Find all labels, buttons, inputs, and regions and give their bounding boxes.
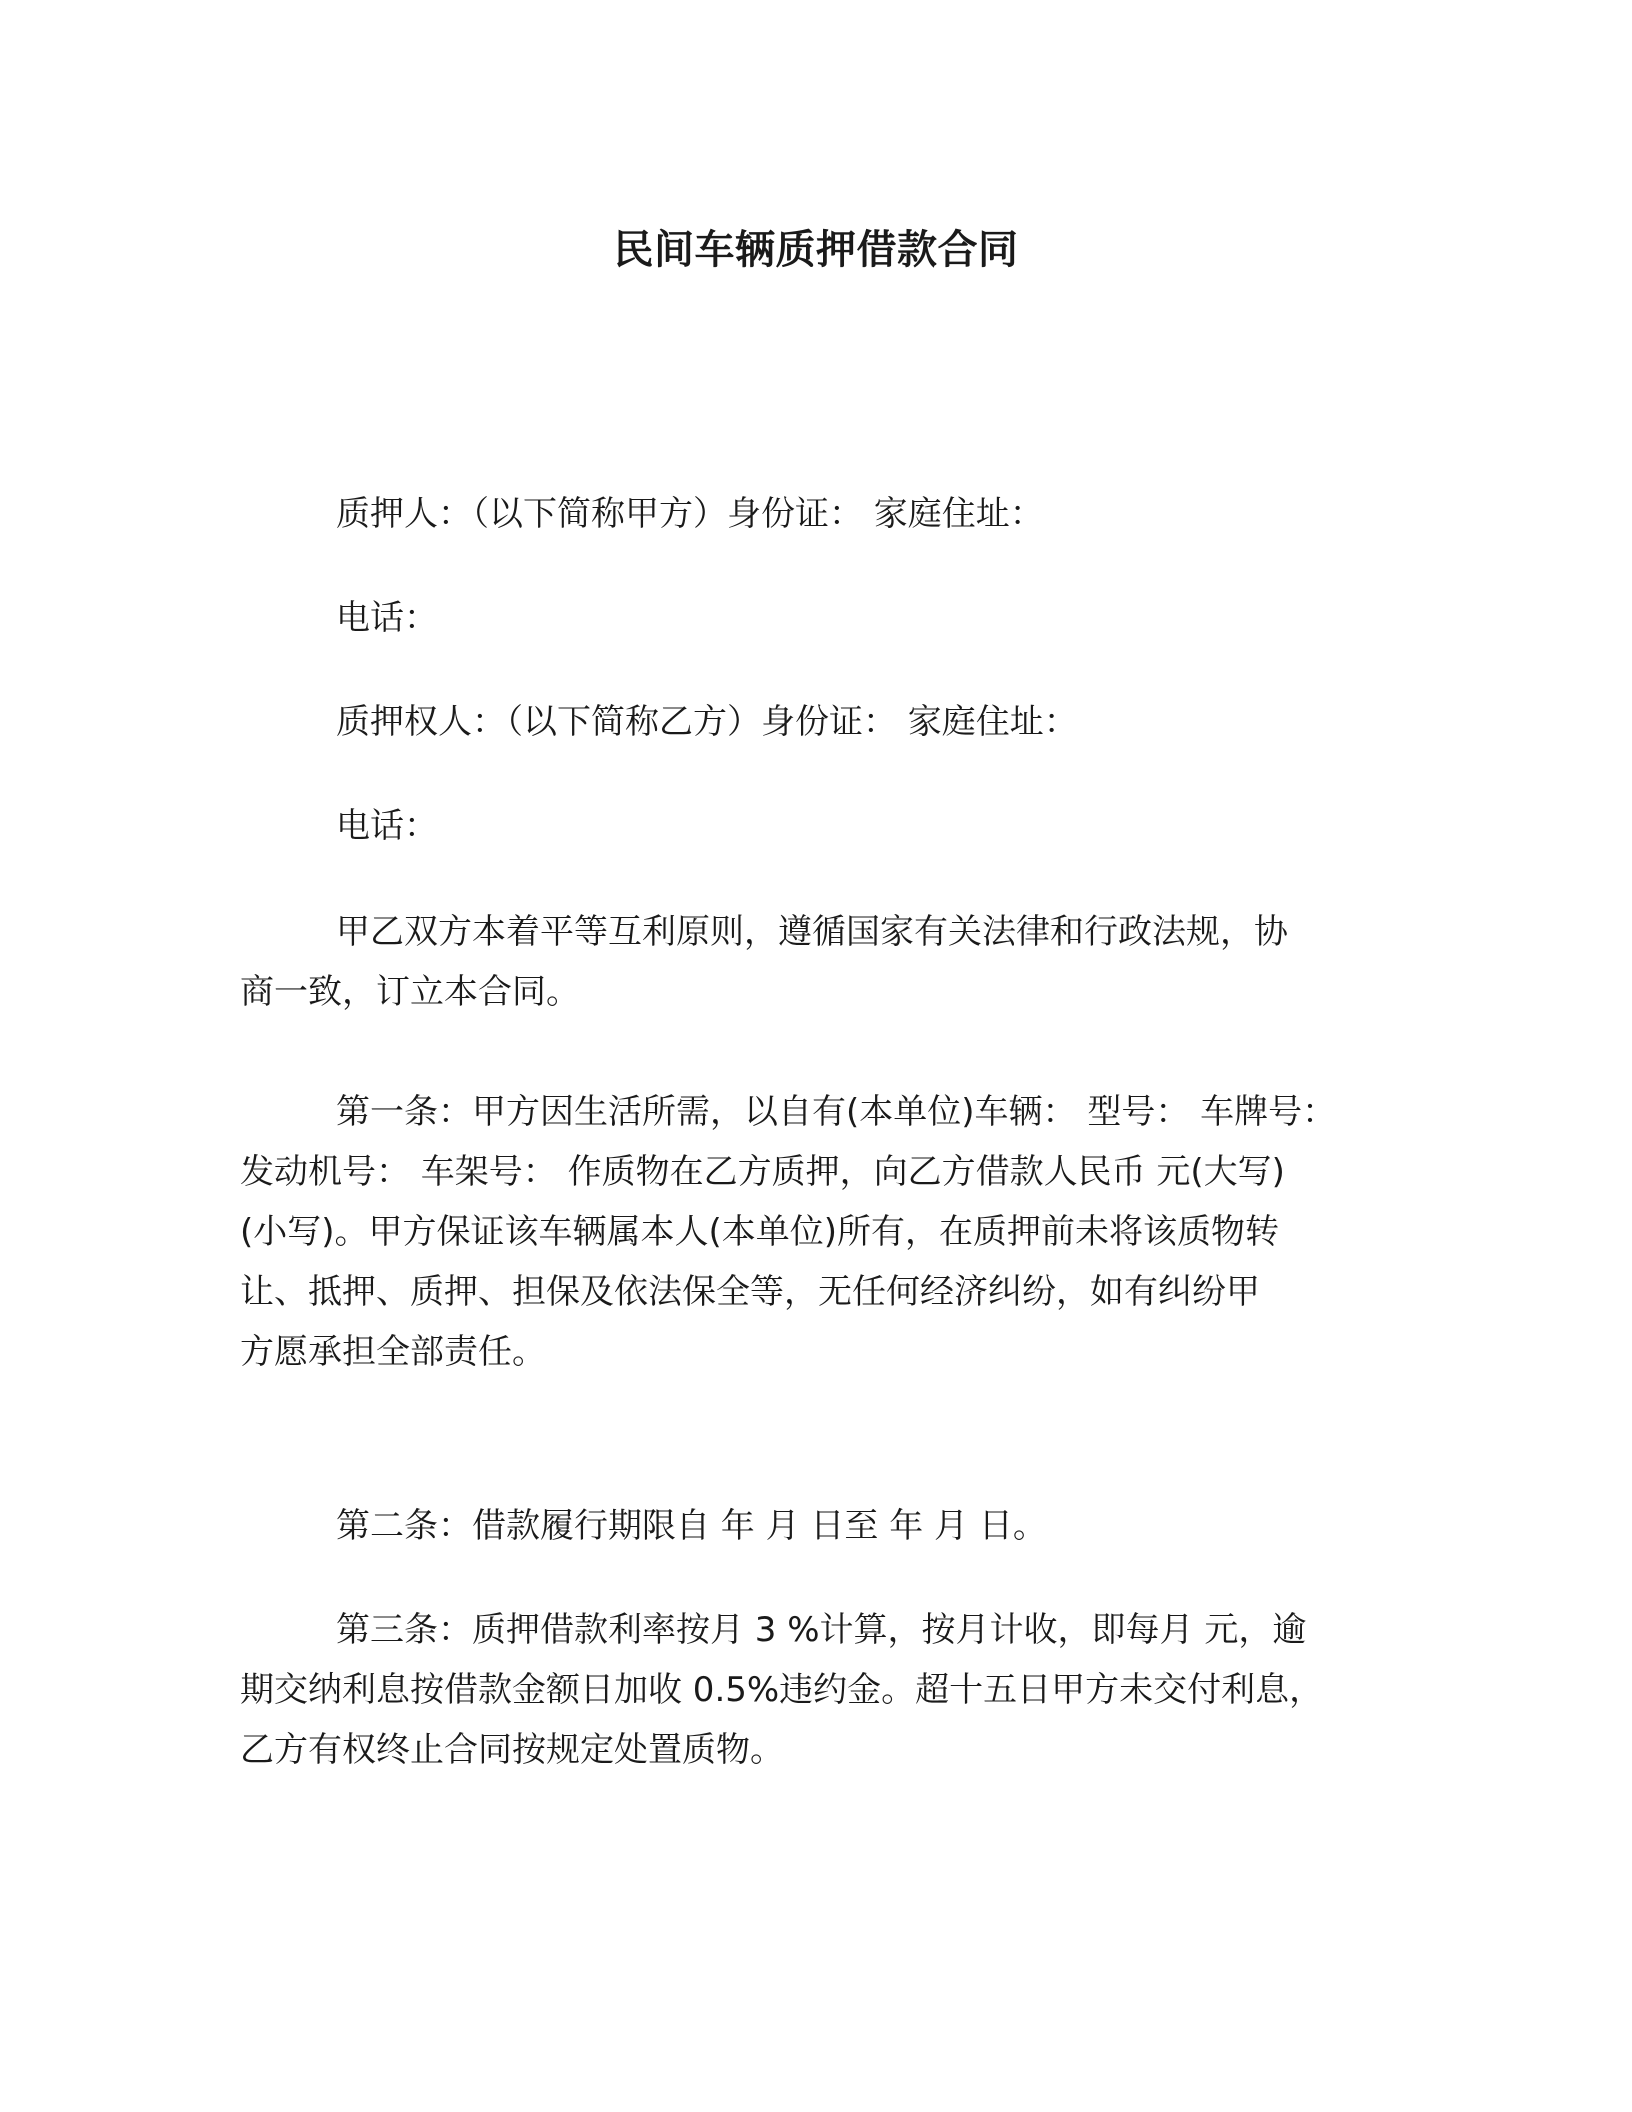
article-1-line: 让、抵押、质押、担保及依法保全等，无任何经济纠纷，如有纠纷甲 xyxy=(240,1272,1260,1312)
article-1-line: (小写)。甲方保证该车辆属本人(本单位)所有，在质押前未将该质物转 xyxy=(240,1212,1280,1252)
pledgee-line: 质押权人：（以下简称乙方）身份证： 家庭住址： xyxy=(336,702,1078,742)
article-3-line: 期交纳利息按借款金额日加收 0.5%违约金。超十五日甲方未交付利息， xyxy=(240,1670,1324,1710)
pledgee-phone-section xyxy=(240,796,1420,856)
pledgor-line: 质押人：（以下简称甲方）身份证： 家庭住址： xyxy=(336,494,1044,534)
preamble-paragraph xyxy=(240,902,1420,1022)
preamble-line: 商一致，订立本合同。 xyxy=(240,972,580,1012)
pledgor-phone: 电话： xyxy=(336,598,438,638)
article-1-paragraph xyxy=(240,1082,1420,1382)
article-1-line: 发动机号： 车架号： 作质物在乙方质押，向乙方借款人民币 元(大写) xyxy=(240,1152,1285,1192)
pledgee-phone: 电话： xyxy=(336,806,438,846)
pledgee-section xyxy=(240,692,1420,752)
article-1-line: 第一条：甲方因生活所需，以自有(本单位)车辆： 型号： 车牌号： xyxy=(336,1092,1337,1132)
article-1-line: 方愿承担全部责任。 xyxy=(240,1332,546,1372)
preamble-line: 甲乙双方本着平等互利原则，遵循国家有关法律和行政法规，协 xyxy=(336,912,1288,952)
article-3-line: 乙方有权终止合同按规定处置质物。 xyxy=(240,1730,784,1770)
pledgor-phone-section xyxy=(240,588,1420,648)
pledgor-section xyxy=(240,484,1420,544)
article-2-paragraph xyxy=(240,1496,1420,1556)
article-2-line: 第二条：借款履行期限自 年 月 日至 年 月 日。 xyxy=(336,1506,1047,1546)
article-3-paragraph xyxy=(240,1600,1420,1780)
article-3-line: 第三条：质押借款利率按月 3 %计算，按月计收，即每月 元，逾 xyxy=(336,1610,1307,1650)
document-title: 民间车辆质押借款合同 xyxy=(613,227,1019,273)
